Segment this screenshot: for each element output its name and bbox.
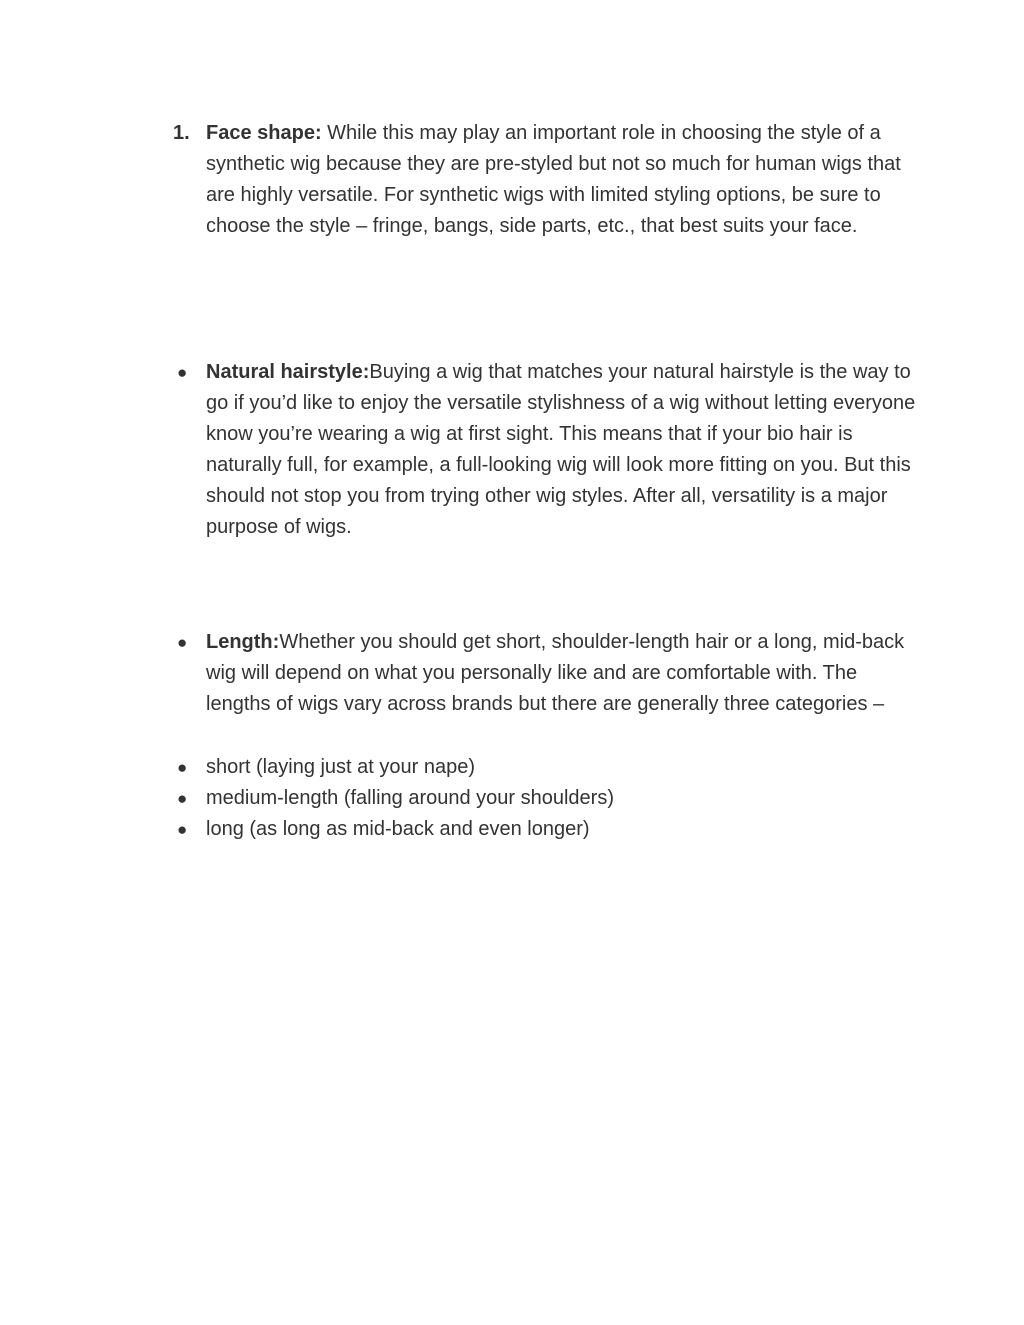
bullet-icon: ● — [177, 363, 188, 382]
list-item-natural-hairstyle — [173, 357, 918, 543]
list-item-content — [206, 627, 918, 720]
term-face-shape: Face shape: — [206, 122, 322, 144]
list-item-short — [173, 752, 918, 783]
list-item-face-shape — [173, 118, 918, 242]
list-item-content — [206, 118, 918, 242]
description-natural-hairstyle: Buying a wig that matches your natural hairstyle is the way to go if you’d like to enjoy the versatile stylishness of a wig without letting everyone know you’re wearing a wig at first sight. This means that if your bio hair is naturally full, for example, a full-looking wig will look more fitting on you. But this should not stop you from trying other wig styles. After all, versatility is a major purpose of wigs. — [206, 361, 916, 538]
description-length: Whether you should get short, shoulder-length hair or a long, mid-back wig will depend on what you personally like and are comfortable with. The lengths of wigs vary across brands but there are generally three categories – — [206, 631, 905, 715]
list-item-length — [173, 627, 918, 720]
bullet-icon: ● — [177, 633, 188, 652]
description-face-shape: While this may play an important role in choosing the style of a synthetic wig because they are pre-styled but not so much for human wigs that are highly versatile. For synthetic wigs with limited styling options, be sure to choose the style – fringe, bangs, side parts, etc., that best suits your face. — [206, 122, 901, 237]
bullet-icon: ● — [177, 758, 188, 777]
list-item-content: long (as long as mid-back and even longer) — [206, 818, 590, 840]
term-length: Length: — [206, 631, 280, 653]
list-item-medium-length — [173, 783, 918, 814]
list-item-content — [206, 357, 918, 543]
list-item-long — [173, 814, 918, 845]
bullet-icon: ● — [177, 789, 188, 808]
term-natural-hairstyle: Natural hairstyle: — [206, 361, 370, 383]
bullet-icon: ● — [177, 820, 188, 839]
list-item-content: short (laying just at your nape) — [206, 756, 476, 778]
list-item-content: medium-length (falling around your shoulders) — [206, 787, 614, 809]
list-number: 1. — [173, 122, 190, 144]
